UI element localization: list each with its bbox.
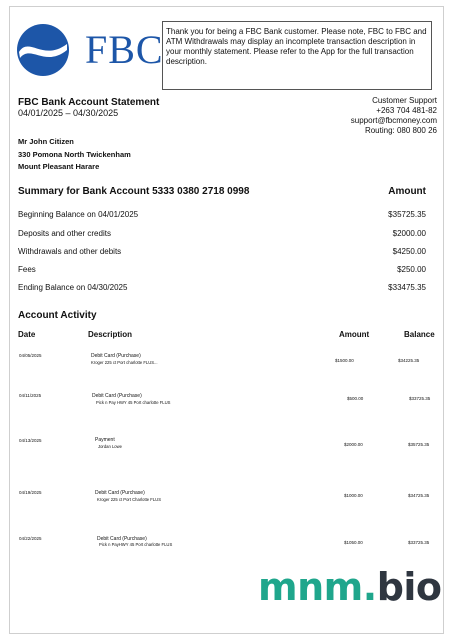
column-amount: Amount — [339, 330, 370, 339]
summary-row-value: $2000.00 — [392, 229, 426, 238]
transaction-balance: $33725.35 — [408, 540, 430, 545]
summary-header — [18, 186, 426, 197]
transaction-description: Debit Card (Purchase) — [95, 490, 145, 496]
summary-row-label: Beginning Balance on 04/01/2025 — [18, 210, 139, 219]
statement-period: 04/01/2025 – 04/30/2025 — [18, 108, 119, 118]
watermark-logo — [258, 563, 442, 611]
transaction-date: 04/11/2025 — [19, 393, 42, 398]
summary-row-value: $250.00 — [397, 265, 426, 274]
summary-row-value: $4250.00 — [392, 247, 426, 256]
transaction-amount: $2000.00 — [344, 442, 363, 447]
transaction-detail: Pick n Pay HWY 45 Port charlotte FLUS — [96, 400, 171, 405]
transaction-description: Debit Card (Purchase) — [97, 536, 147, 542]
transaction-date: 04/05/2025 — [19, 353, 42, 358]
summary-row — [18, 283, 426, 292]
summary-row — [18, 247, 426, 256]
watermark-part-1: mnm. — [258, 565, 377, 609]
fbc-logo-text: FBC — [85, 27, 164, 72]
customer-address — [18, 136, 131, 174]
customer-name: Mr John Citizen — [18, 137, 74, 146]
transaction-balance: $33725.35 — [409, 396, 431, 401]
transaction-date: 04/13/2025 — [19, 438, 42, 443]
summary-row — [18, 229, 426, 238]
summary-title: Summary for Bank Account 5333 0380 2718 0998 — [18, 186, 250, 197]
notice-box: Thank you for being a FBC Bank customer. Please note, FBC to FBC and ATM Withdrawals may display an incomplete transaction description in your monthly statement. Please refer to the App for the full transaction description. — [162, 21, 432, 90]
transaction-balance: $34725.35 — [408, 493, 430, 498]
transaction-description: Debit Card (Purchase) — [91, 353, 141, 359]
transaction-detail: Kroger 225 ct Port Charlotte FLUS — [97, 497, 162, 502]
support-label: Customer Support — [372, 96, 437, 105]
fbc-logo — [15, 22, 164, 78]
transaction-detail: Pick n PayHWY 45 Port charlotte FLUS — [99, 542, 173, 547]
transaction-date: 04/22/2025 — [19, 536, 42, 541]
activity-title: Account Activity — [18, 310, 97, 321]
transaction-date: 04/19/2025 — [19, 490, 42, 495]
transaction-balance: $34225.35 — [398, 358, 420, 363]
summary-row-label: Withdrawals and other debits — [18, 247, 122, 256]
routing-number: Routing: 080 800 26 — [364, 126, 437, 135]
support-email: support@fbcmoney.com — [350, 116, 437, 125]
column-date: Date — [18, 330, 36, 339]
summary-row — [18, 210, 426, 219]
column-balance: Balance — [404, 330, 435, 339]
transaction-description: Payment — [95, 437, 115, 443]
address-line-2: Mount Pleasant Harare — [18, 162, 100, 171]
address-line-1: 330 Pomona North Twickenham — [18, 149, 131, 159]
transaction-detail: Jordan Lowe — [98, 444, 122, 449]
summary-row-value: $35725.35 — [388, 210, 426, 219]
transaction-description: Debit Card (Purchase) — [92, 393, 142, 399]
transaction-amount: $500.00 — [347, 396, 364, 401]
transaction-amount: $1500.00 — [335, 358, 354, 363]
transaction-amount: $1050.00 — [344, 540, 363, 545]
summary-row-label: Ending Balance on 04/30/2025 — [18, 283, 128, 292]
transaction-detail: Kroger 225 ct Port charlotte FLUS... — [91, 360, 158, 365]
column-description: Description — [88, 330, 133, 339]
transaction-balance: $35725.35 — [408, 442, 430, 447]
summary-row-value: $33475.35 — [388, 283, 426, 292]
transaction-amount: $1000.00 — [344, 493, 363, 498]
fbc-logo-icon — [15, 22, 71, 78]
summary-row — [18, 265, 426, 274]
statement-title: FBC Bank Account Statement — [18, 97, 160, 108]
watermark-part-2: bio — [376, 565, 442, 609]
summary-amount-label: Amount — [388, 186, 426, 197]
summary-row-label: Deposits and other credits — [18, 229, 111, 238]
summary-row-label: Fees — [18, 265, 36, 274]
support-phone: +263 704 481-82 — [376, 106, 437, 115]
customer-support — [351, 96, 437, 136]
